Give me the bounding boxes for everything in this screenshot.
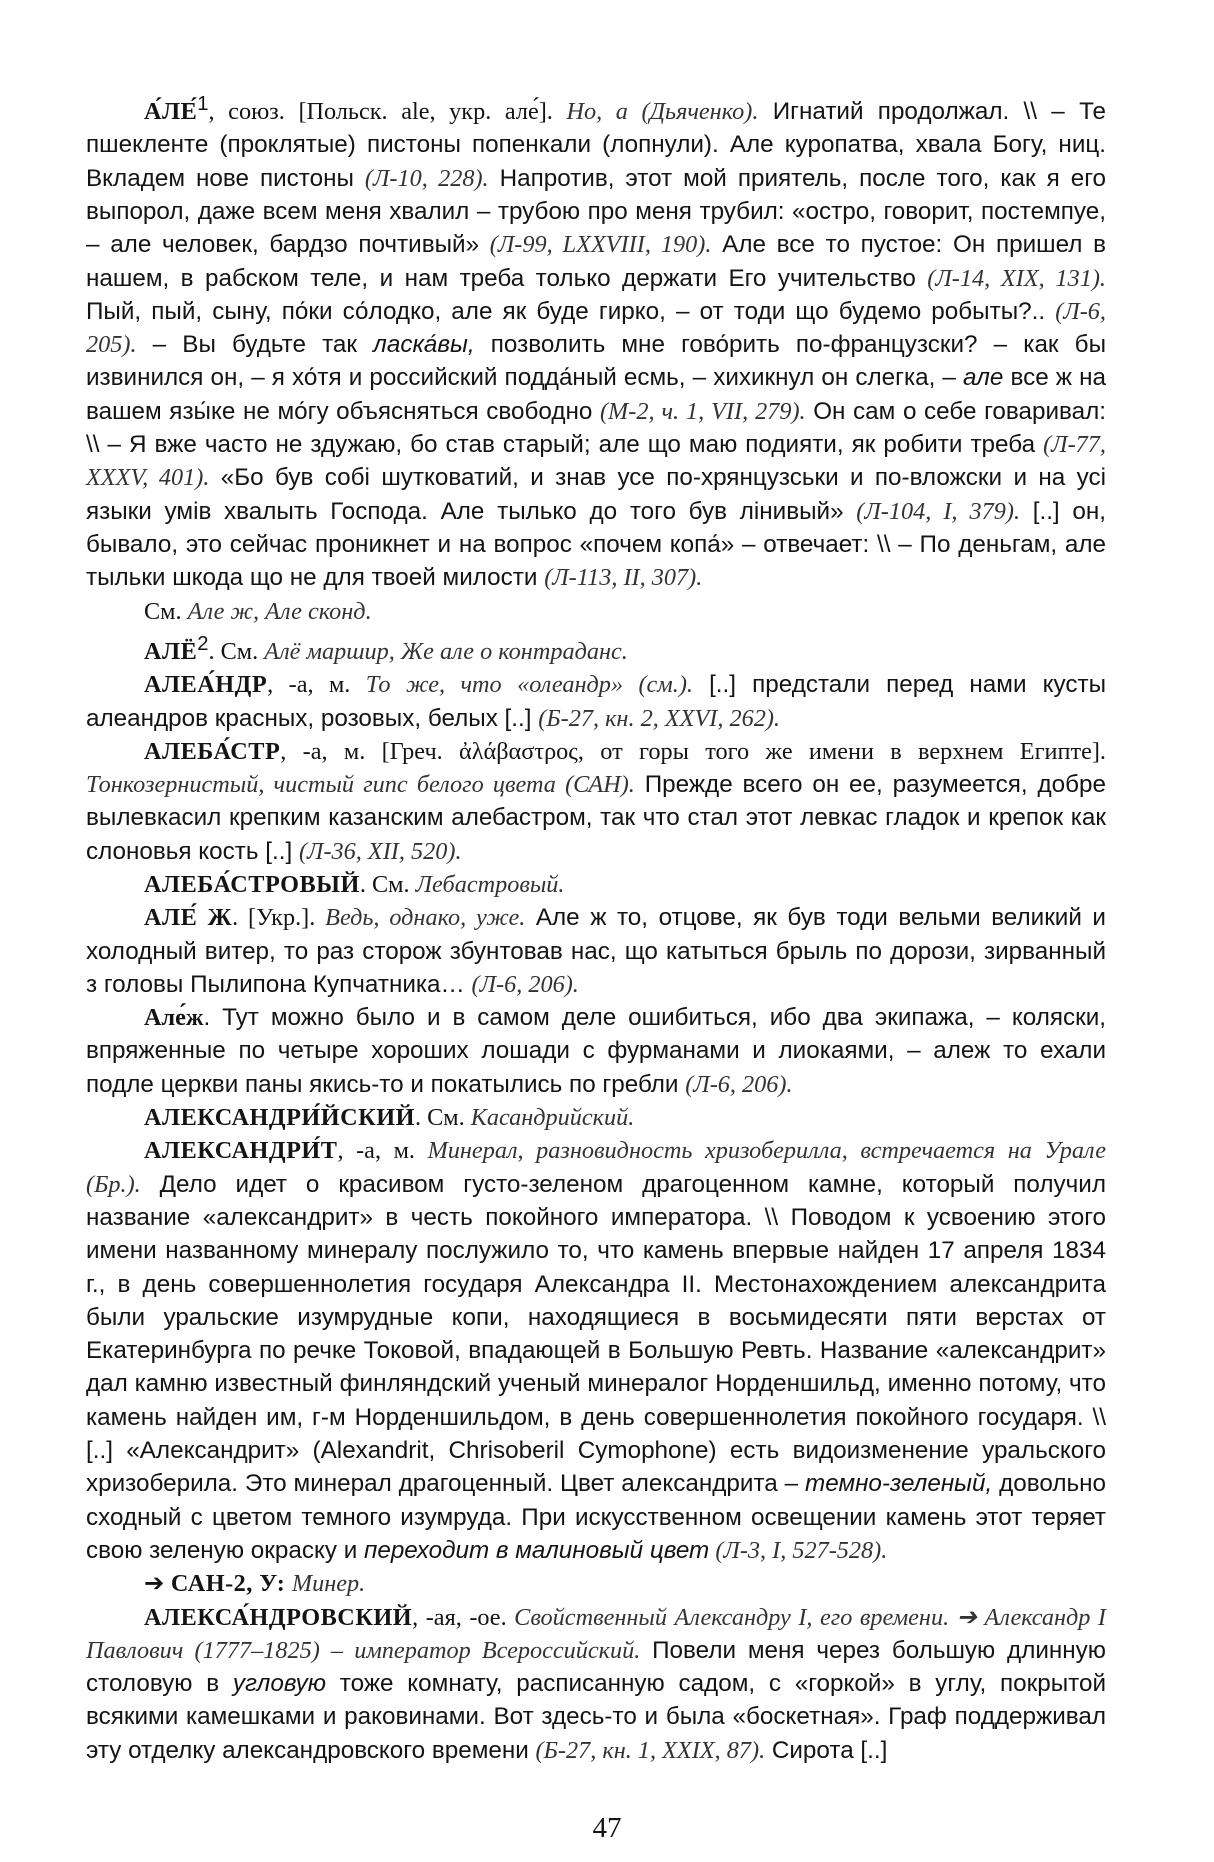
- quote-text: – Вы будьте так: [136, 331, 374, 359]
- entry-aleandr: [86, 668, 1106, 735]
- italic-word: угловую: [232, 1670, 327, 1698]
- quote-text: Дело идет о красивом густо-зеленом драгоценном камне, который получил название «александрит» в честь покойного императора. \\ Поводом к усвоению этого имени названному минералу послужило то, что камень впервые найден 17 апреля 1834 г., в день совершеннолетия государя Александра II. Местонахождением александрита были уральские изумрудные копи, находящиеся в восьмидесяти пяти верстах от Екатеринбурга по речке Токовой, впадающей в Большую Ревть. Название «александрит» дал камню известный финляндский ученый минералог Норденшильд, именно потому, что камень найден им, г-м Норденшильдом, в день совершеннолетия покойного государя. \\ [..] «Александрит» (Alexandrit, Chrisoberil Cymophone) есть видоизменение уральского хризоберила. Это минерал драгоценный. Цвет александрита –: [86, 1170, 1106, 1498]
- grammar-note: , союз. [Польск. ale, укр. але́].: [208, 98, 567, 126]
- source-ref: (Л-104, I, 379).: [856, 497, 1021, 525]
- see-refs: Але ж, Але сконд.: [187, 597, 372, 625]
- source-ref: (Л-6, 206).: [685, 1070, 793, 1098]
- quote-text: Повели меня через большую длинную столовую в: [86, 1636, 1106, 1698]
- definition: Ведь, однако, уже.: [325, 904, 526, 932]
- headword: АЛЕБА́СТРОВЫЙ: [144, 870, 360, 898]
- headword: АЛЁ: [144, 637, 198, 665]
- source-ref: (Л-99, LXXVIII, 190).: [489, 231, 712, 259]
- page-number: 47: [592, 1812, 622, 1844]
- entry-alyo-2: [86, 628, 1106, 668]
- headword: А́ЛЕ́: [144, 98, 198, 126]
- quote-text: . Тут можно было и в самом деле ошибиться, ибо два экипажа, – коляски, впряженные по четыре хороших лошади с фурманами и лиокаями, – алеж то ехали подле церкви паны якись-то и покатылись по гребли: [86, 1004, 1106, 1098]
- quote-text: Але все то пустое: Он пришел в нашем, в рабском теле, и нам треба только держати Его учительство: [86, 231, 1106, 292]
- source-ref: (Л-113, II, 307).: [544, 564, 703, 592]
- source-ref: (Л-3, I, 527-528).: [709, 1536, 888, 1564]
- definition: Минерал, разновидность хризоберилла, встречается на Урале (Бр.).: [86, 1137, 1106, 1198]
- entry-ale-1: [86, 88, 1106, 595]
- see-refs: Касандрийский.: [470, 1104, 635, 1132]
- see-refs: Лебастровый.: [415, 870, 565, 898]
- quote-text: Напротив, этот мой приятель, после того, как я его выпорол, даже всем меня хвалил – трубою про меня трубил: «остро, говорит, постемпуе, – але человек, бардзо почтивый»: [86, 164, 1106, 259]
- quote-text: Сирота [..]: [765, 1736, 888, 1764]
- headword-superscript: 1: [197, 93, 209, 115]
- entry-aleksandrit: [86, 1134, 1106, 1567]
- quote-text: Он сам о себе говаривал: \\ – Я вже часто не здужаю, бо став старый; але що маю подияти, як робити треба: [86, 397, 1106, 459]
- quote-text: Пый, пый, сыну, по́ки со́лодко, але як буде гирко, – от тоди що будемо робыты?..: [86, 297, 1056, 325]
- source-label: САН-2, У:: [164, 1570, 292, 1598]
- headword: АЛЕ́ Ж: [144, 904, 233, 932]
- quote-text: «Бо був собі шутковатий, и знав усе по-хрянцузськи и по-вложски и на усі языки умів хвалыть Господа. Але тылько до того був лінивый»: [86, 464, 1106, 525]
- italic-word: ласка́вы,: [373, 331, 475, 359]
- source-ref: (Л-10, 228).: [364, 164, 489, 192]
- see-label: См.: [144, 597, 188, 625]
- source-ref: (Л-36, XII, 520).: [298, 837, 462, 865]
- see-refs: Алё маршир, Же але о контраданс.: [264, 637, 628, 665]
- grammar-note: , -ая, -ое.: [412, 1603, 515, 1631]
- headword: АЛЕБА́СТР: [144, 737, 281, 765]
- grammar-note: , -а, м. [Греч. ἀλάβαστρος, от горы того же имени в верхнем Египте].: [280, 737, 1106, 765]
- quote-text: тоже комнату, расписанную садом, с «горкой» в углу, покрытой всякими камешками и раковинами. Вот здесь-то и была «боскетная». Граф поддерживал эту отделку александровского времени: [86, 1670, 1107, 1764]
- source-ref: (М-2, ч. 1, VII, 279).: [599, 397, 806, 425]
- quote-text: Але ж то, отцове, як був тоди вельми великий и холодный витер, то раз сторож збунтовав нас, що катыться брыль по дорози, зирванный з головы Пылипона Купчатника…: [86, 904, 1106, 998]
- italic-word: але: [963, 364, 1004, 392]
- definition: То же, что «олеандр» (см.).: [365, 671, 693, 699]
- source-ref: (Л-6, 205).: [86, 297, 1106, 359]
- quote-text: [..] предстали перед нами кусты алеандров красных, розовых, белых [..]: [86, 671, 1106, 732]
- source-ref: (Л-77, XXXV, 401).: [86, 431, 1106, 492]
- definition: Но, а (Дьяченко).: [566, 98, 759, 126]
- headword: АЛЕКСА́НДРОВСКИЙ: [144, 1603, 413, 1631]
- entry-aleksandrovskii: [86, 1601, 1106, 1767]
- entry-alezh-variant: [86, 1001, 1106, 1101]
- see-label: . См.: [359, 870, 416, 898]
- headword-superscript: 2: [197, 632, 209, 655]
- headword: АЛЕКСАНДРИ́Т: [144, 1137, 338, 1165]
- grammar-note: , -а, м.: [267, 671, 366, 699]
- italic-phrase: темно-зеленый,: [805, 1470, 993, 1498]
- quote-text: все ж на вашем язы́ке не мо́гу объясняться свободно: [86, 364, 1106, 425]
- quote-text: Прежде всего он ее, разумеется, добре вылевкасил крепким казанским алебастром, так что стал этот левкас гладок и крепок как слоновья кость [..]: [86, 771, 1106, 865]
- cross-reference-line: [86, 1567, 1106, 1600]
- definition: Тонкозернистый, чистый гипс белого цвета (САН).: [86, 771, 635, 799]
- quote-text: довольно сходный с цветом темного изумруда. При искусственном освещении камень этот теряет свою зеленую окраску и: [86, 1470, 1106, 1564]
- grammar-note: . [Укр.].: [232, 904, 326, 932]
- see-also-line: [86, 595, 1106, 628]
- entry-aleksandriiskii: [86, 1101, 1106, 1134]
- definition: Свойственный Александру I, его времени. ➔ Александр I Павлович (1777–1825) – император Всероссийский.: [86, 1603, 1106, 1664]
- quote-text: [..] он, бывало, это сейчас проникнет и на вопрос «почем копа́» – отвечает: \\ – По деньгам, але тыльки шкода що не для твоей милости: [86, 497, 1106, 592]
- source-ref: (Л-6, 206).: [471, 970, 579, 998]
- see-label: . См.: [414, 1104, 471, 1132]
- source-ref: Минер.: [291, 1570, 366, 1598]
- headword: АЛЕКСАНДРИ́ЙСКИЙ: [144, 1104, 415, 1132]
- source-ref: (Б-27, кн. 2, XXVI, 262).: [538, 704, 780, 732]
- headword: АЛЕА́НДР: [144, 671, 268, 699]
- see-label: . См.: [208, 637, 265, 665]
- entry-ale-zh: [86, 901, 1106, 1001]
- quote-text: Игнатий продолжал. \\ – Те пшекленте (проклятые) пистоны попенкали (лопнули). Але куропатва, хвала Богу, ниц. Вкладем нове пистоны: [86, 98, 1107, 192]
- headword: Але́ж: [144, 1004, 204, 1032]
- arrow-icon: ➔: [144, 1570, 165, 1598]
- entry-alebastr: [86, 735, 1106, 868]
- italic-phrase: переходит в малиновый цвет: [363, 1536, 710, 1564]
- source-ref: (Б-27, кн. 1, XXIX, 87).: [535, 1736, 766, 1764]
- grammar-note: , -а, м.: [337, 1137, 428, 1165]
- quote-text: позволить мне гово́рить по-французски? – как бы извинился он, – я хо́тя и российский подда́ный есмь, – хихикнул он слегка, –: [86, 331, 1106, 392]
- source-ref: (Л-14, XIX, 131).: [927, 264, 1106, 292]
- entry-alebastrovyi: [86, 868, 1106, 901]
